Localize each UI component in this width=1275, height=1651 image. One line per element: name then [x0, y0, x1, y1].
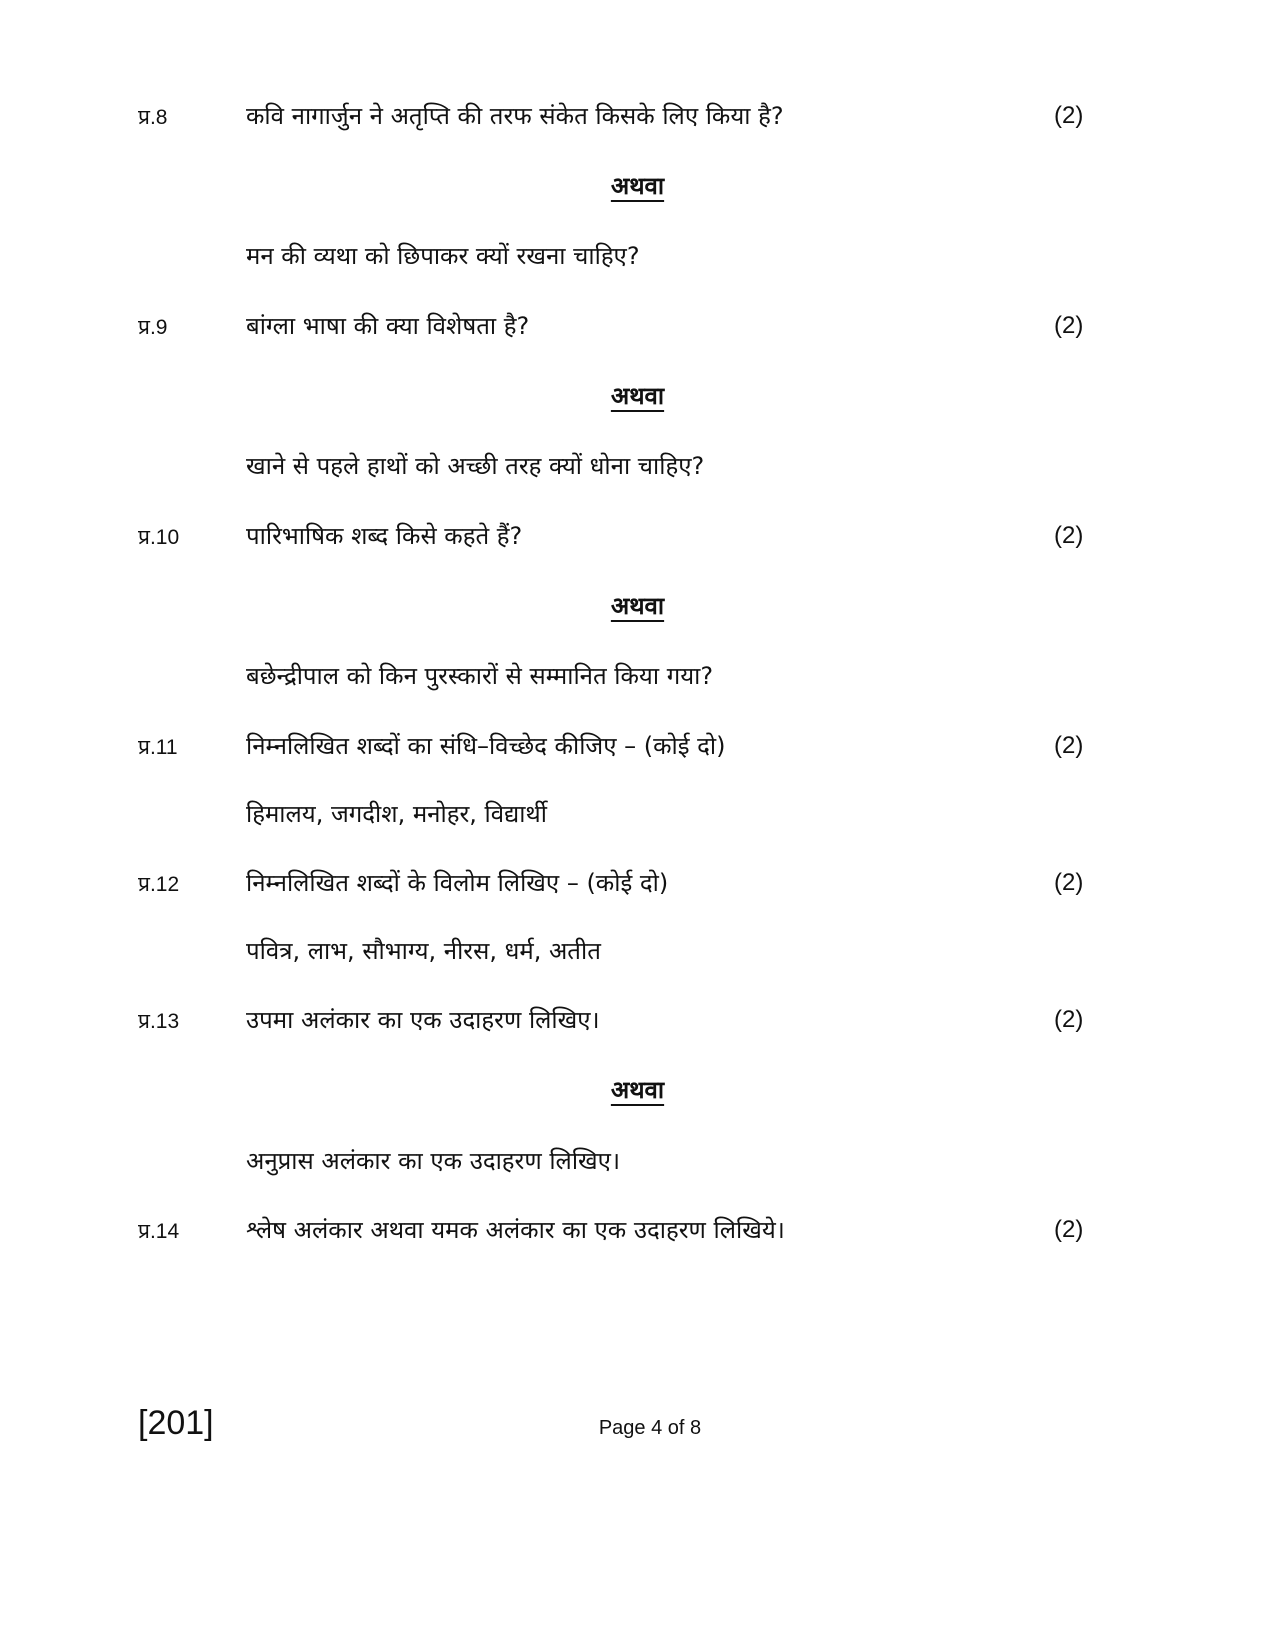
word-list: हिमालय, जगदीश, मनोहर, विद्यार्थी [246, 800, 547, 828]
question-marks: (2) [1054, 312, 1084, 339]
question-text: बांग्ला भाषा की क्या विशेषता है? [246, 312, 530, 340]
alternative-question-text: खाने से पहले हाथों को अच्छी तरह क्यों धोना चाहिए? [246, 452, 705, 480]
question-number: प्र.9 [138, 316, 168, 339]
or-separator [0, 590, 1275, 622]
or-separator [0, 380, 1275, 412]
question-marks: (2) [1054, 732, 1084, 759]
question-marks: (2) [1054, 102, 1084, 129]
or-separator [0, 170, 1275, 202]
or-label: अथवा [610, 1076, 665, 1104]
question-number: प्र.8 [138, 106, 168, 129]
question-number: प्र.10 [138, 526, 180, 549]
question-number: प्र.11 [138, 736, 178, 759]
question-text: श्लेष अलंकार अथवा यमक अलंकार का एक उदाहरण लिखिये। [246, 1216, 785, 1244]
paper-code: [201] [138, 1404, 214, 1442]
question-text: निम्नलिखित शब्दों के विलोम लिखिए – (कोई दो) [246, 869, 669, 897]
question-text: पारिभाषिक शब्द किसे कहते हैं? [246, 522, 523, 550]
question-marks: (2) [1054, 869, 1084, 896]
question-marks: (2) [1054, 1216, 1084, 1243]
question-number: प्र.14 [138, 1220, 180, 1243]
or-label: अथवा [610, 382, 665, 410]
question-marks: (2) [1054, 1006, 1084, 1033]
question-text: उपमा अलंकार का एक उदाहरण लिखिए। [246, 1006, 600, 1034]
or-label: अथवा [610, 592, 665, 620]
question-marks: (2) [1054, 522, 1084, 549]
or-label: अथवा [610, 172, 665, 200]
alternative-question-text: मन की व्यथा को छिपाकर क्यों रखना चाहिए? [246, 242, 640, 270]
alternative-question-text: अनुप्रास अलंकार का एक उदाहरण लिखिए। [246, 1147, 621, 1175]
question-number: प्र.12 [138, 873, 180, 896]
page-number: Page 4 of 8 [598, 1417, 702, 1439]
word-list: पवित्र, लाभ, सौभाग्य, नीरस, धर्म, अतीत [246, 937, 601, 965]
alternative-question-text: बछेन्द्रीपाल को किन पुरस्कारों से सम्मानित किया गया? [246, 662, 714, 690]
question-number: प्र.13 [138, 1010, 180, 1033]
question-text: निम्नलिखित शब्दों का संधि–विच्छेद कीजिए – (कोई दो) [246, 732, 726, 760]
question-text: कवि नागार्जुन ने अतृप्ति की तरफ संकेत किसके लिए किया है? [246, 102, 784, 130]
or-separator [0, 1074, 1275, 1106]
